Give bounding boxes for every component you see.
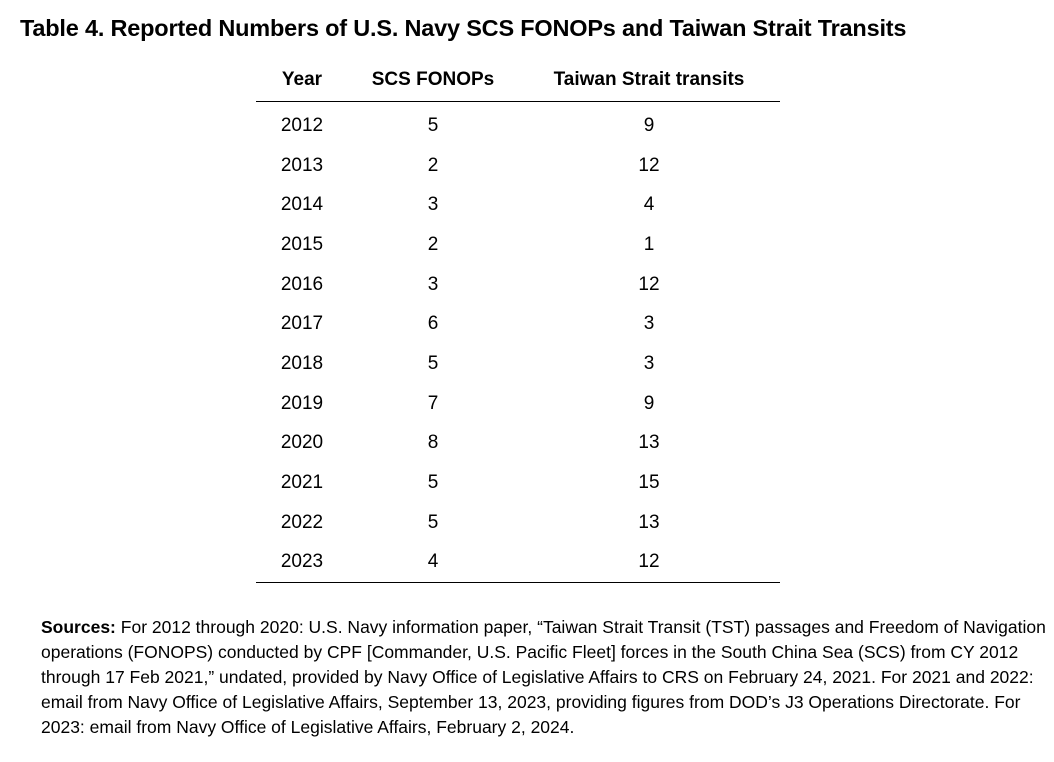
cell-transits: 12 — [518, 543, 780, 583]
cell-transits: 4 — [643, 194, 655, 216]
table-title: Table 4. Reported Numbers of U.S. Navy SCS FONOPs and Taiwan Strait Transits — [20, 15, 907, 41]
table-row — [256, 146, 780, 186]
table-row — [256, 185, 780, 225]
sources-label: Sources: — [41, 616, 116, 637]
table-body — [256, 102, 780, 583]
cell-fonops: 2 — [427, 233, 439, 255]
cell-fonops: 4 — [348, 543, 518, 583]
table-row — [256, 304, 780, 344]
table-header — [256, 58, 780, 102]
cell-year: 2019 — [280, 392, 324, 414]
cell-transits: 9 — [643, 392, 655, 414]
header-row — [256, 58, 780, 102]
cell-transits: 13 — [638, 432, 660, 454]
cell-fonops: 5 — [427, 511, 439, 533]
sources-text: For 2012 through 2020: U.S. Navy information paper, “Taiwan Strait Transit (TST) passages and Freedom of Navigation operations (FONOPS) conducted by CPF [Commander, U.S. Pacific Fleet] forces in the South China Sea (SCS) from CY 2012 through 17 Feb 2021,” undated, provided by Navy Office of Legislative Affairs to CRS on February 24, 2021. For 2021 and 2022: email from Navy Office of Legislative Affairs, September 13, 2023, providing figures from DOD’s J3 Operations Directorate. For 2023: email from Navy Office of Legislative Affairs, February 2, 2024. — [41, 616, 1046, 737]
cell-fonops: 8 — [427, 432, 439, 454]
cell-year: 2015 — [280, 233, 324, 255]
cell-year: 2014 — [280, 194, 324, 216]
table-row — [256, 225, 780, 265]
cell-transits: 3 — [643, 313, 655, 335]
cell-year: 2020 — [280, 432, 324, 454]
cell-transits: 15 — [638, 472, 660, 494]
cell-transits: 1 — [643, 233, 655, 255]
cell-fonops: 3 — [427, 273, 439, 295]
cell-transits: 13 — [638, 511, 660, 533]
fonops-table — [256, 58, 780, 583]
cell-fonops: 3 — [427, 194, 439, 216]
cell-year: 2016 — [280, 273, 324, 295]
cell-year: 2017 — [280, 313, 324, 335]
cell-fonops: 5 — [427, 352, 439, 374]
sources-note — [41, 615, 1046, 740]
table-row — [256, 463, 780, 503]
cell-year: 2022 — [280, 511, 324, 533]
cell-transits: 12 — [638, 154, 660, 176]
cell-year: 2021 — [280, 472, 324, 494]
header-year: Year — [256, 58, 348, 102]
cell-year: 2012 — [280, 114, 324, 136]
cell-fonops: 2 — [427, 154, 439, 176]
header-taiwan-strait-transits: Taiwan Strait transits — [518, 58, 780, 102]
cell-fonops: 6 — [427, 313, 439, 335]
table-row — [256, 344, 780, 384]
cell-year: 2018 — [280, 352, 324, 374]
table-row — [256, 543, 780, 583]
cell-fonops: 5 — [427, 472, 439, 494]
cell-year: 2023 — [256, 543, 348, 583]
table-row — [256, 503, 780, 543]
table-row — [256, 265, 780, 305]
cell-transits: 9 — [643, 114, 655, 136]
cell-transits: 12 — [638, 273, 660, 295]
cell-transits: 3 — [643, 352, 655, 374]
cell-fonops: 7 — [427, 392, 439, 414]
cell-year: 2013 — [280, 154, 324, 176]
table-row — [256, 384, 780, 424]
cell-fonops: 5 — [427, 114, 439, 136]
table-row — [256, 424, 780, 464]
table-row — [256, 102, 780, 146]
header-scs-fonops: SCS FONOPs — [348, 58, 518, 102]
